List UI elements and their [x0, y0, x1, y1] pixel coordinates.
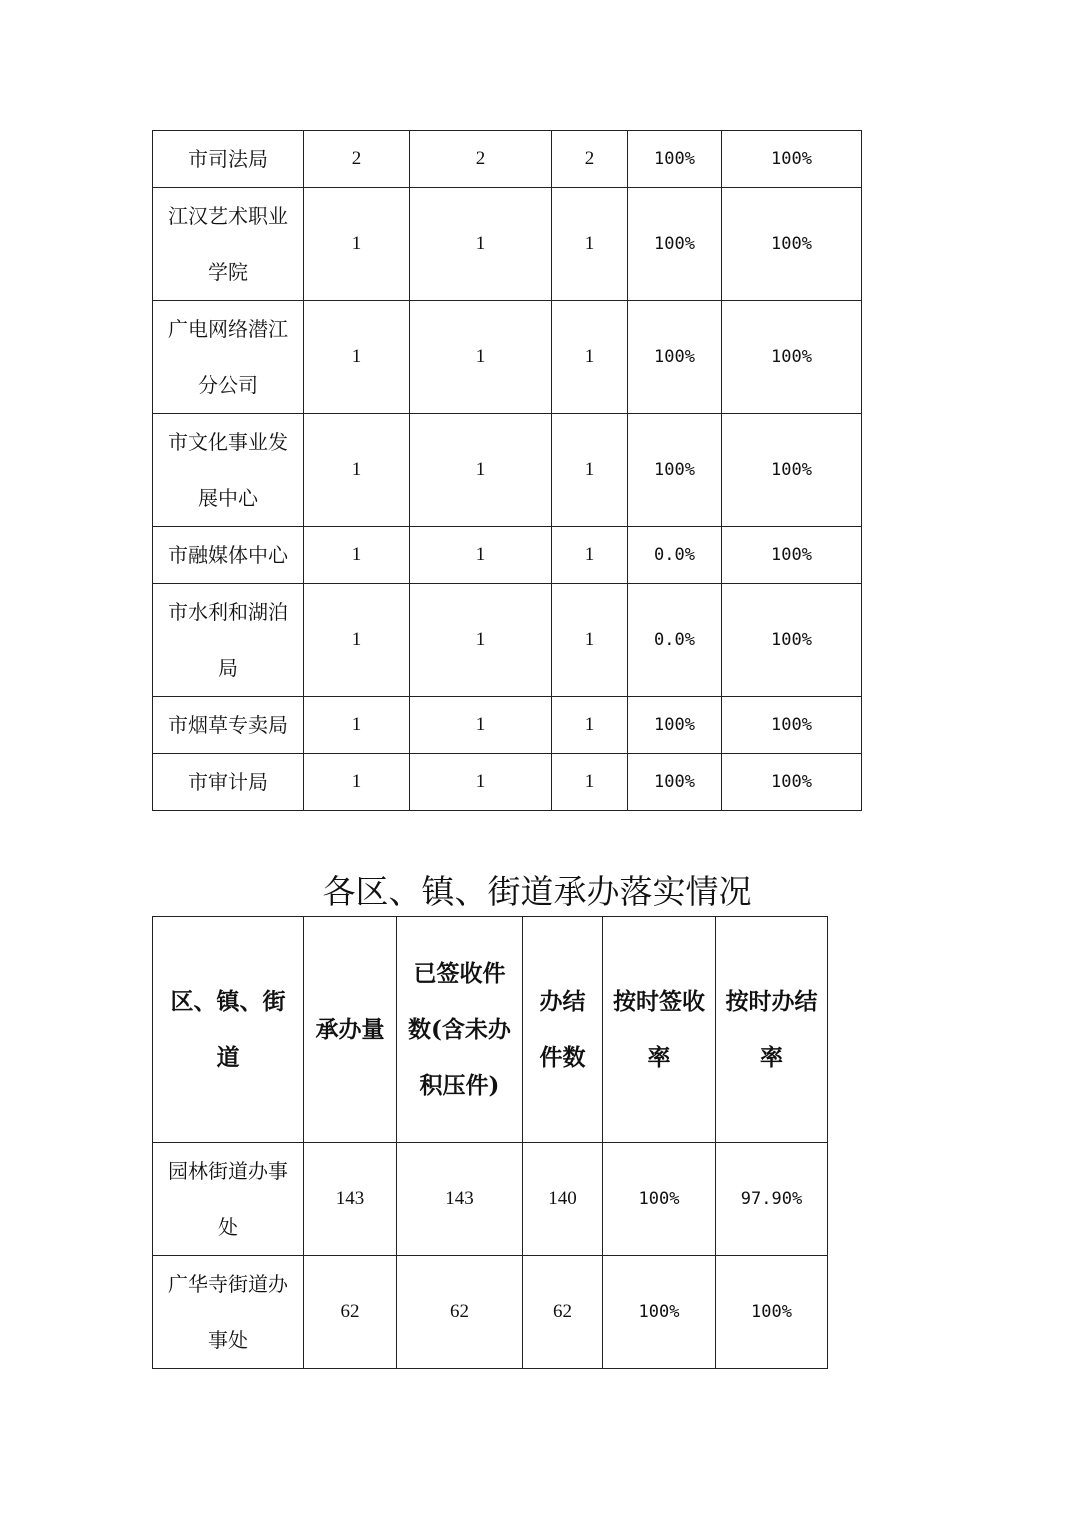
signed-count: 1 — [410, 584, 552, 697]
completed-count: 1 — [552, 301, 628, 414]
undertaken-count: 1 — [304, 301, 410, 414]
completed-count: 62 — [523, 1256, 603, 1369]
on-time-completion-rate: 100% — [722, 301, 862, 414]
table-row — [153, 527, 862, 584]
column-header-district: 区、镇、街道 — [153, 917, 304, 1143]
unit-name: 江汉艺术职业学院 — [153, 188, 304, 301]
on-time-completion-rate: 100% — [722, 697, 862, 754]
signed-count: 1 — [410, 301, 552, 414]
on-time-sign-rate: 0.0% — [628, 584, 722, 697]
on-time-completion-rate: 100% — [722, 584, 862, 697]
on-time-completion-rate: 100% — [722, 414, 862, 527]
undertaken-count: 2 — [304, 131, 410, 188]
on-time-sign-rate: 100% — [603, 1143, 716, 1256]
table-row — [153, 1256, 828, 1369]
units-table — [152, 130, 862, 811]
table-row — [153, 131, 862, 188]
table-row — [153, 697, 862, 754]
completed-count: 1 — [552, 188, 628, 301]
undertaken-count: 1 — [304, 754, 410, 811]
unit-name: 市烟草专卖局 — [153, 697, 304, 754]
on-time-completion-rate: 97.90% — [716, 1143, 828, 1256]
completed-count: 1 — [552, 697, 628, 754]
unit-name: 市融媒体中心 — [153, 527, 304, 584]
on-time-sign-rate: 100% — [628, 301, 722, 414]
unit-name: 市文化事业发展中心 — [153, 414, 304, 527]
header-row — [153, 917, 828, 1143]
undertaken-count: 62 — [304, 1256, 397, 1369]
signed-count: 1 — [410, 527, 552, 584]
signed-count: 1 — [410, 697, 552, 754]
completed-count: 2 — [552, 131, 628, 188]
district-name: 广华寺街道办事处 — [153, 1256, 304, 1369]
on-time-completion-rate: 100% — [722, 754, 862, 811]
undertaken-count: 1 — [304, 584, 410, 697]
signed-count: 62 — [397, 1256, 523, 1369]
undertaken-count: 1 — [304, 697, 410, 754]
undertaken-count: 143 — [304, 1143, 397, 1256]
undertaken-count: 1 — [304, 414, 410, 527]
unit-name: 市审计局 — [153, 754, 304, 811]
completed-count: 1 — [552, 754, 628, 811]
undertaken-count: 1 — [304, 527, 410, 584]
completed-count: 1 — [552, 414, 628, 527]
on-time-sign-rate: 0.0% — [628, 527, 722, 584]
on-time-sign-rate: 100% — [628, 188, 722, 301]
on-time-sign-rate: 100% — [628, 131, 722, 188]
completed-count: 1 — [552, 527, 628, 584]
on-time-completion-rate: 100% — [722, 188, 862, 301]
signed-count: 2 — [410, 131, 552, 188]
column-header-on-time-sign-rate: 按时签收率 — [603, 917, 716, 1143]
districts-table — [152, 916, 828, 1369]
signed-count: 143 — [397, 1143, 523, 1256]
signed-count: 1 — [410, 188, 552, 301]
on-time-completion-rate: 100% — [722, 131, 862, 188]
table-row — [153, 188, 862, 301]
undertaken-count: 1 — [304, 188, 410, 301]
column-header-undertaken: 承办量 — [304, 917, 397, 1143]
section-title: 各区、镇、街道承办落实情况 — [322, 872, 752, 911]
completed-count: 140 — [523, 1143, 603, 1256]
completed-count: 1 — [552, 584, 628, 697]
column-header-on-time-completion-rate: 按时办结率 — [716, 917, 828, 1143]
table-row — [153, 754, 862, 811]
unit-name: 市水利和湖泊局 — [153, 584, 304, 697]
on-time-sign-rate: 100% — [628, 754, 722, 811]
unit-name: 广电网络潜江分公司 — [153, 301, 304, 414]
table-row — [153, 1143, 828, 1256]
column-header-completed: 办结件数 — [523, 917, 603, 1143]
on-time-completion-rate: 100% — [716, 1256, 828, 1369]
table-row — [153, 584, 862, 697]
district-name: 园林街道办事处 — [153, 1143, 304, 1256]
table-row — [153, 301, 862, 414]
column-header-signed: 已签收件数(含未办积压件) — [397, 917, 523, 1143]
on-time-sign-rate: 100% — [628, 414, 722, 527]
table-row — [153, 414, 862, 527]
unit-name: 市司法局 — [153, 131, 304, 188]
signed-count: 1 — [410, 754, 552, 811]
signed-count: 1 — [410, 414, 552, 527]
on-time-sign-rate: 100% — [628, 697, 722, 754]
on-time-sign-rate: 100% — [603, 1256, 716, 1369]
on-time-completion-rate: 100% — [722, 527, 862, 584]
